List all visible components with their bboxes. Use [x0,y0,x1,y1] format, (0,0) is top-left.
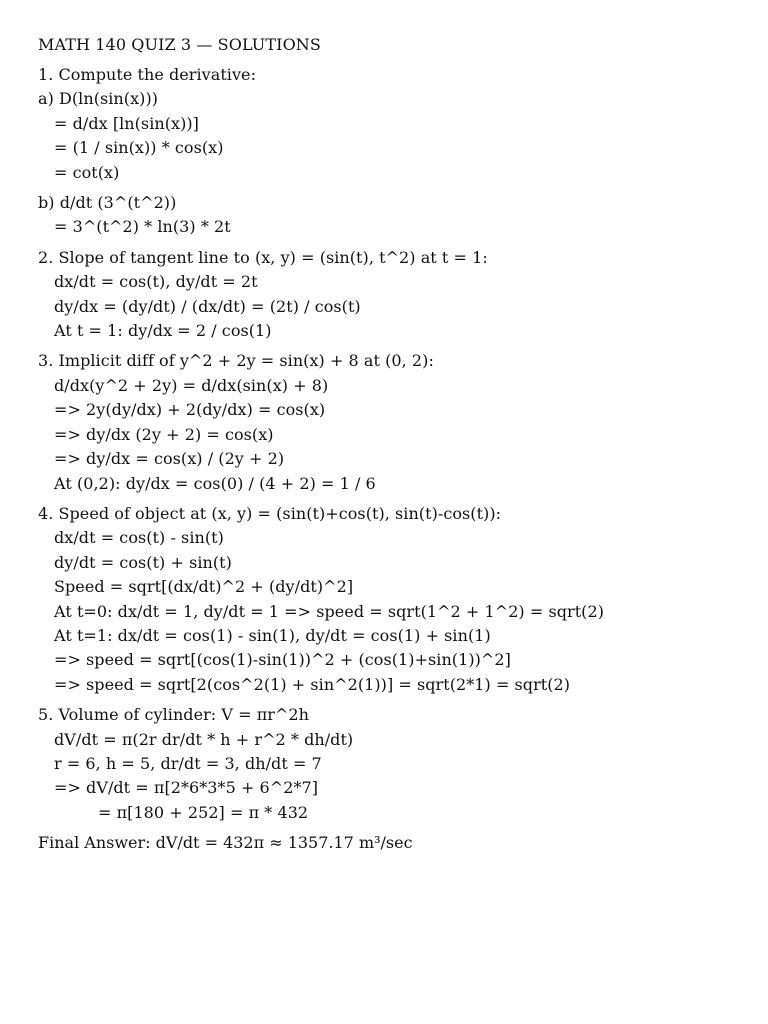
problem-4-step: => speed = sqrt[(cos(1)-sin(1))^2 + (cos(1)+sin(1))^2] [54,650,511,670]
problem-2-step: At t = 1: dy/dx = 2 / cos(1) [54,321,272,341]
problem-1b [38,191,738,240]
problem-3-heading: 3. Implicit diff of y^2 + 2y = sin(x) + 8 at (0, 2): [38,351,434,371]
problem-5 [38,703,738,825]
problem-1-heading: 1. Compute the derivative: [38,65,257,84]
problem-3-step: => 2y(dy/dx) + 2(dy/dx) = cos(x) [54,400,326,420]
problem-5-step: r = 6, h = 5, dr/dt = 3, dh/dt = 7 [54,753,322,773]
problem-1b-heading: b) d/dt (3^(t^2)) [38,193,177,213]
problem-2-heading: 2. Slope of tangent line to (x, y) = (sin(t), t^2) at t = 1: [38,247,488,267]
problem-1 [38,63,738,185]
problem-2-step: dx/dt = cos(t), dy/dt = 2t [54,272,258,292]
problem-3-step: d/dx(y^2 + 2y) = d/dx(sin(x) + 8) [54,375,329,395]
problem-1b-step: = 3^(t^2) * ln(3) * 2t [54,217,231,237]
problem-1a-step: = cot(x) [54,162,120,182]
problem-3-step: => dy/dx = cos(x) / (2y + 2) [54,449,285,469]
problem-4-step: => speed = sqrt[2(cos^2(1) + sin^2(1))] = sqrt(2*1) = sqrt(2) [54,674,571,694]
problem-4-step: dy/dt = cos(t) + sin(t) [54,552,232,572]
problem-2-step: dy/dx = (dy/dt) / (dx/dt) = (2t) / cos(t) [54,296,361,316]
problem-5-heading: 5. Volume of cylinder: V = πr^2h [38,705,310,725]
final-answer: Final Answer: dV/dt = 432π ≈ 1357.17 m³/sec [38,833,413,853]
problem-5-continuation: = π[180 + 252] = π * 432 [98,802,309,822]
problem-1a-step: = d/dx [ln(sin(x))] [54,113,199,133]
problem-4-step: dx/dt = cos(t) - sin(t) [54,528,224,548]
problem-1a-step: = (1 / sin(x)) * cos(x) [54,138,224,158]
problem-4-step: At t=1: dx/dt = cos(1) - sin(1), dy/dt = cos(1) + sin(1) [54,625,491,645]
problem-4-step: Speed = sqrt[(dx/dt)^2 + (dy/dt)^2] [54,577,354,597]
problem-4 [38,502,738,697]
problem-1a-heading: a) D(ln(sin(x))) [38,89,159,109]
problem-2 [38,246,738,344]
problem-5-step: => dV/dt = π[2*6*3*5 + 6^2*7] [54,778,319,798]
problem-3 [38,349,738,495]
quiz-solutions-document [38,33,738,855]
problem-3-step: => dy/dx (2y + 2) = cos(x) [54,424,274,444]
problem-4-heading: 4. Speed of object at (x, y) = (sin(t)+cos(t), sin(t)-cos(t)): [38,503,502,523]
problem-4-step: At t=0: dx/dt = 1, dy/dt = 1 => speed = sqrt(1^2 + 1^2) = sqrt(2) [54,601,604,621]
problem-5-step: dV/dt = π(2r dr/dt * h + r^2 * dh/dt) [54,729,354,749]
document-title: MATH 140 QUIZ 3 — SOLUTIONS [38,35,321,54]
problem-3-step: At (0,2): dy/dx = cos(0) / (4 + 2) = 1 / 6 [54,473,376,493]
